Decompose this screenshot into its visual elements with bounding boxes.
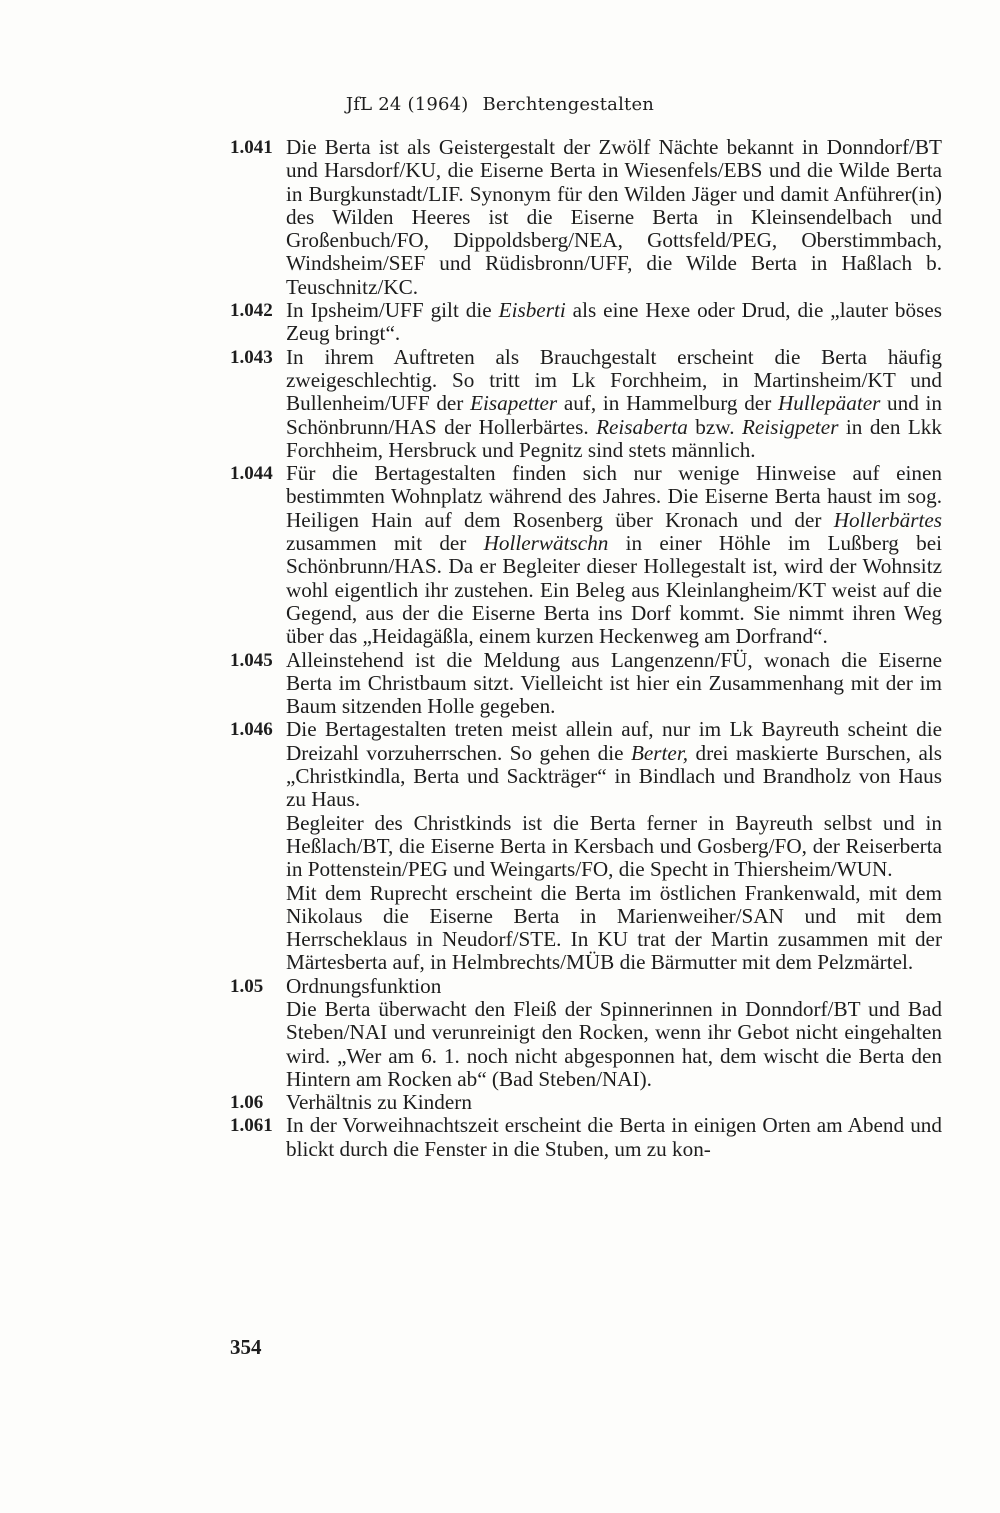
section-number: 1.06 <box>230 1092 264 1114</box>
section-number: 1.061 <box>230 1115 273 1137</box>
section-content <box>286 649 942 719</box>
section-entry <box>230 1114 942 1161</box>
article-topic: Berchtengestalten <box>482 94 655 115</box>
section-entry <box>230 346 942 462</box>
text-run: Die Berta überwacht den Fleiß der Spinnerinnen in Donndorf/BT und Bad Steben/NAI und verunreinigt den Rocken, wenn ihr Gebot nicht eingehalten wird. „Wer am 6. 1. noch nicht abgesponnen hat, dem wischt die Berta den Hintern am Rocken ab“ (Bad Steben/NAI). <box>286 996 942 1091</box>
paragraph <box>286 718 942 811</box>
section-entry <box>230 299 942 346</box>
italic-term: Eisapetter <box>470 391 558 416</box>
section-number: 1.046 <box>230 719 273 741</box>
section-entry <box>230 462 942 648</box>
text-run: auf, in Hammelburg der <box>557 391 778 416</box>
paragraph <box>286 299 942 346</box>
section-number: 1.044 <box>230 463 273 485</box>
text-run: In ihrem Auftreten als Brauchgestalt erscheint die Berta häufig zweigeschlechtig. So tritt im Lk Forchheim, in Martinsheim/KT und Bullenheim/UFF der <box>286 344 942 416</box>
section-entry <box>230 975 942 1091</box>
body-text <box>230 136 942 1161</box>
text-run: zusammen mit der <box>286 531 484 556</box>
italic-term: Hollerwätschn <box>483 531 609 556</box>
section-heading: Verhältnis zu Kindern <box>286 1090 472 1115</box>
text-run: Mit dem Ruprecht erscheint die Berta im östlichen Frankenwald, mit dem Nikolaus die Eiserne Berta in Marienweiher/SAN und mit dem Herrscheklaus in Neudorf/STE. In KU trat der Martin zusammen mit der Märtesberta auf, in Helmbrechts/MÜB die Bärmutter mit dem Pelzmärtel. <box>286 880 942 975</box>
section-entry <box>230 1091 942 1114</box>
paragraph <box>286 812 942 882</box>
journal-reference: JfL 24 (1964) <box>345 94 469 115</box>
italic-term: Berter, <box>630 740 689 765</box>
text-run: Die Berta ist als Geistergestalt der Zwölf Nächte bekannt in Donndorf/BT und Harsdorf/KU, die Eiserne Berta in Wiesenfels/EBS und die Wilde Berta in Burgkunstadt/LIF. Synonym für den Wilden Jäger und damit Anführer(in) des Wilden Heeres ist die Eiserne Berta in Kleinsendelbach und Großenbuch/FO, Dippoldsberg/NEA, Gottsfeld/PEG, Oberstimmbach, Windsheim/SEF und Rüdisbronn/UFF, die Wilde Berta in Haßlach b. Teuschnitz/KC. <box>286 135 942 299</box>
section-number: 1.041 <box>230 137 273 158</box>
paragraph <box>286 462 942 648</box>
paragraph <box>286 346 942 462</box>
section-number: 1.042 <box>230 300 273 322</box>
italic-term: Hullepäater <box>777 391 881 416</box>
section-number: 1.043 <box>230 346 273 368</box>
italic-term: Reisaberta <box>596 414 688 439</box>
section-number: 1.05 <box>230 975 264 997</box>
paragraph <box>286 136 942 299</box>
section-content <box>286 975 942 1091</box>
text-run: Für die Bertagestalten finden sich nur wenige Hinweise auf einen bestimmten Wohnplatz während des Jahres. Die Eiserne Berta haust im sog. Heiligen Hain auf dem Rosenberg über Kronach und der <box>286 461 942 532</box>
text-run: als eine Hexe oder Drud, die „lauter böses Zeug bringt“. <box>286 298 942 346</box>
section-entry <box>230 136 942 299</box>
running-head <box>0 94 1000 115</box>
paragraph <box>286 882 942 975</box>
text-run: in einer Höhle im Lußberg bei Schönbrunn/HAS. Da er Begleiter dieser Hollegestalt ist, wird der Wohnsitz wohl eigentlich ihr zustehen. Ein Beleg aus Kleinlangheim/KT weist auf die Gegend, aus der die Eiserne Berta ins Dorf kommt. Sie nimmt ihren Weg über das „Heidagäßla, einem kurzen Heckenweg am Dorfrand“. <box>286 531 943 649</box>
section-content <box>286 718 942 974</box>
page-number: 354 <box>230 1335 262 1359</box>
text-run: In Ipsheim/UFF gilt die <box>286 298 499 323</box>
section-heading: Ordnungsfunktion <box>286 973 442 998</box>
italic-term: Reisigpeter <box>741 414 839 439</box>
paragraph <box>286 649 942 719</box>
text-run: in den Lkk Forchheim, Hersbruck und Pegnitz sind stets männlich. <box>286 414 942 462</box>
section-content <box>286 136 942 299</box>
section-entry <box>230 718 942 974</box>
text-run: Alleinstehend ist die Meldung aus Langenzenn/FÜ, wonach die Eiserne Berta im Christbaum sitzt. Vielleicht ist hier ein Zusammenhang mit der im Baum sitzenden Holle gegeben. <box>286 647 942 719</box>
paragraph <box>286 1114 942 1161</box>
section-content <box>286 462 942 648</box>
section-content <box>286 1114 942 1161</box>
italic-term: Eisberti <box>498 298 566 323</box>
text-run: Begleiter des Christkinds ist die Berta ferner in Bayreuth selbst und in Heßlach/BT, die Eiserne Berta in Kersbach und Gosberg/FO, der Reiserberta in Pottenstein/PEG und Weingarts/FO, die Specht in Thiersheim/WUN. <box>286 810 942 882</box>
text-run: drei maskierte Burschen, als „Christkindla, Berta und Sackträger“ in Bindlach und Brandholz von Haus zu Haus. <box>286 740 942 812</box>
italic-term: Hollerbärtes <box>833 507 942 532</box>
section-number: 1.045 <box>230 649 273 671</box>
section-content <box>286 1091 942 1114</box>
section-content <box>286 299 942 346</box>
section-content <box>286 346 942 462</box>
text-run: bzw. <box>687 414 742 439</box>
section-entry <box>230 649 942 719</box>
text-run: Die Bertagestalten treten meist allein auf, nur im Lk Bayreuth scheint die Dreizahl vorzuherrschen. So gehen die <box>286 717 942 765</box>
text-run: In der Vorweihnachtszeit erscheint die Berta in einigen Orten am Abend und blickt durch die Fenster in die Stuben, um zu kon- <box>286 1113 942 1161</box>
text-run: und in Schönbrunn/HAS der Hollerbärtes. <box>286 391 943 439</box>
paragraph <box>286 998 942 1091</box>
